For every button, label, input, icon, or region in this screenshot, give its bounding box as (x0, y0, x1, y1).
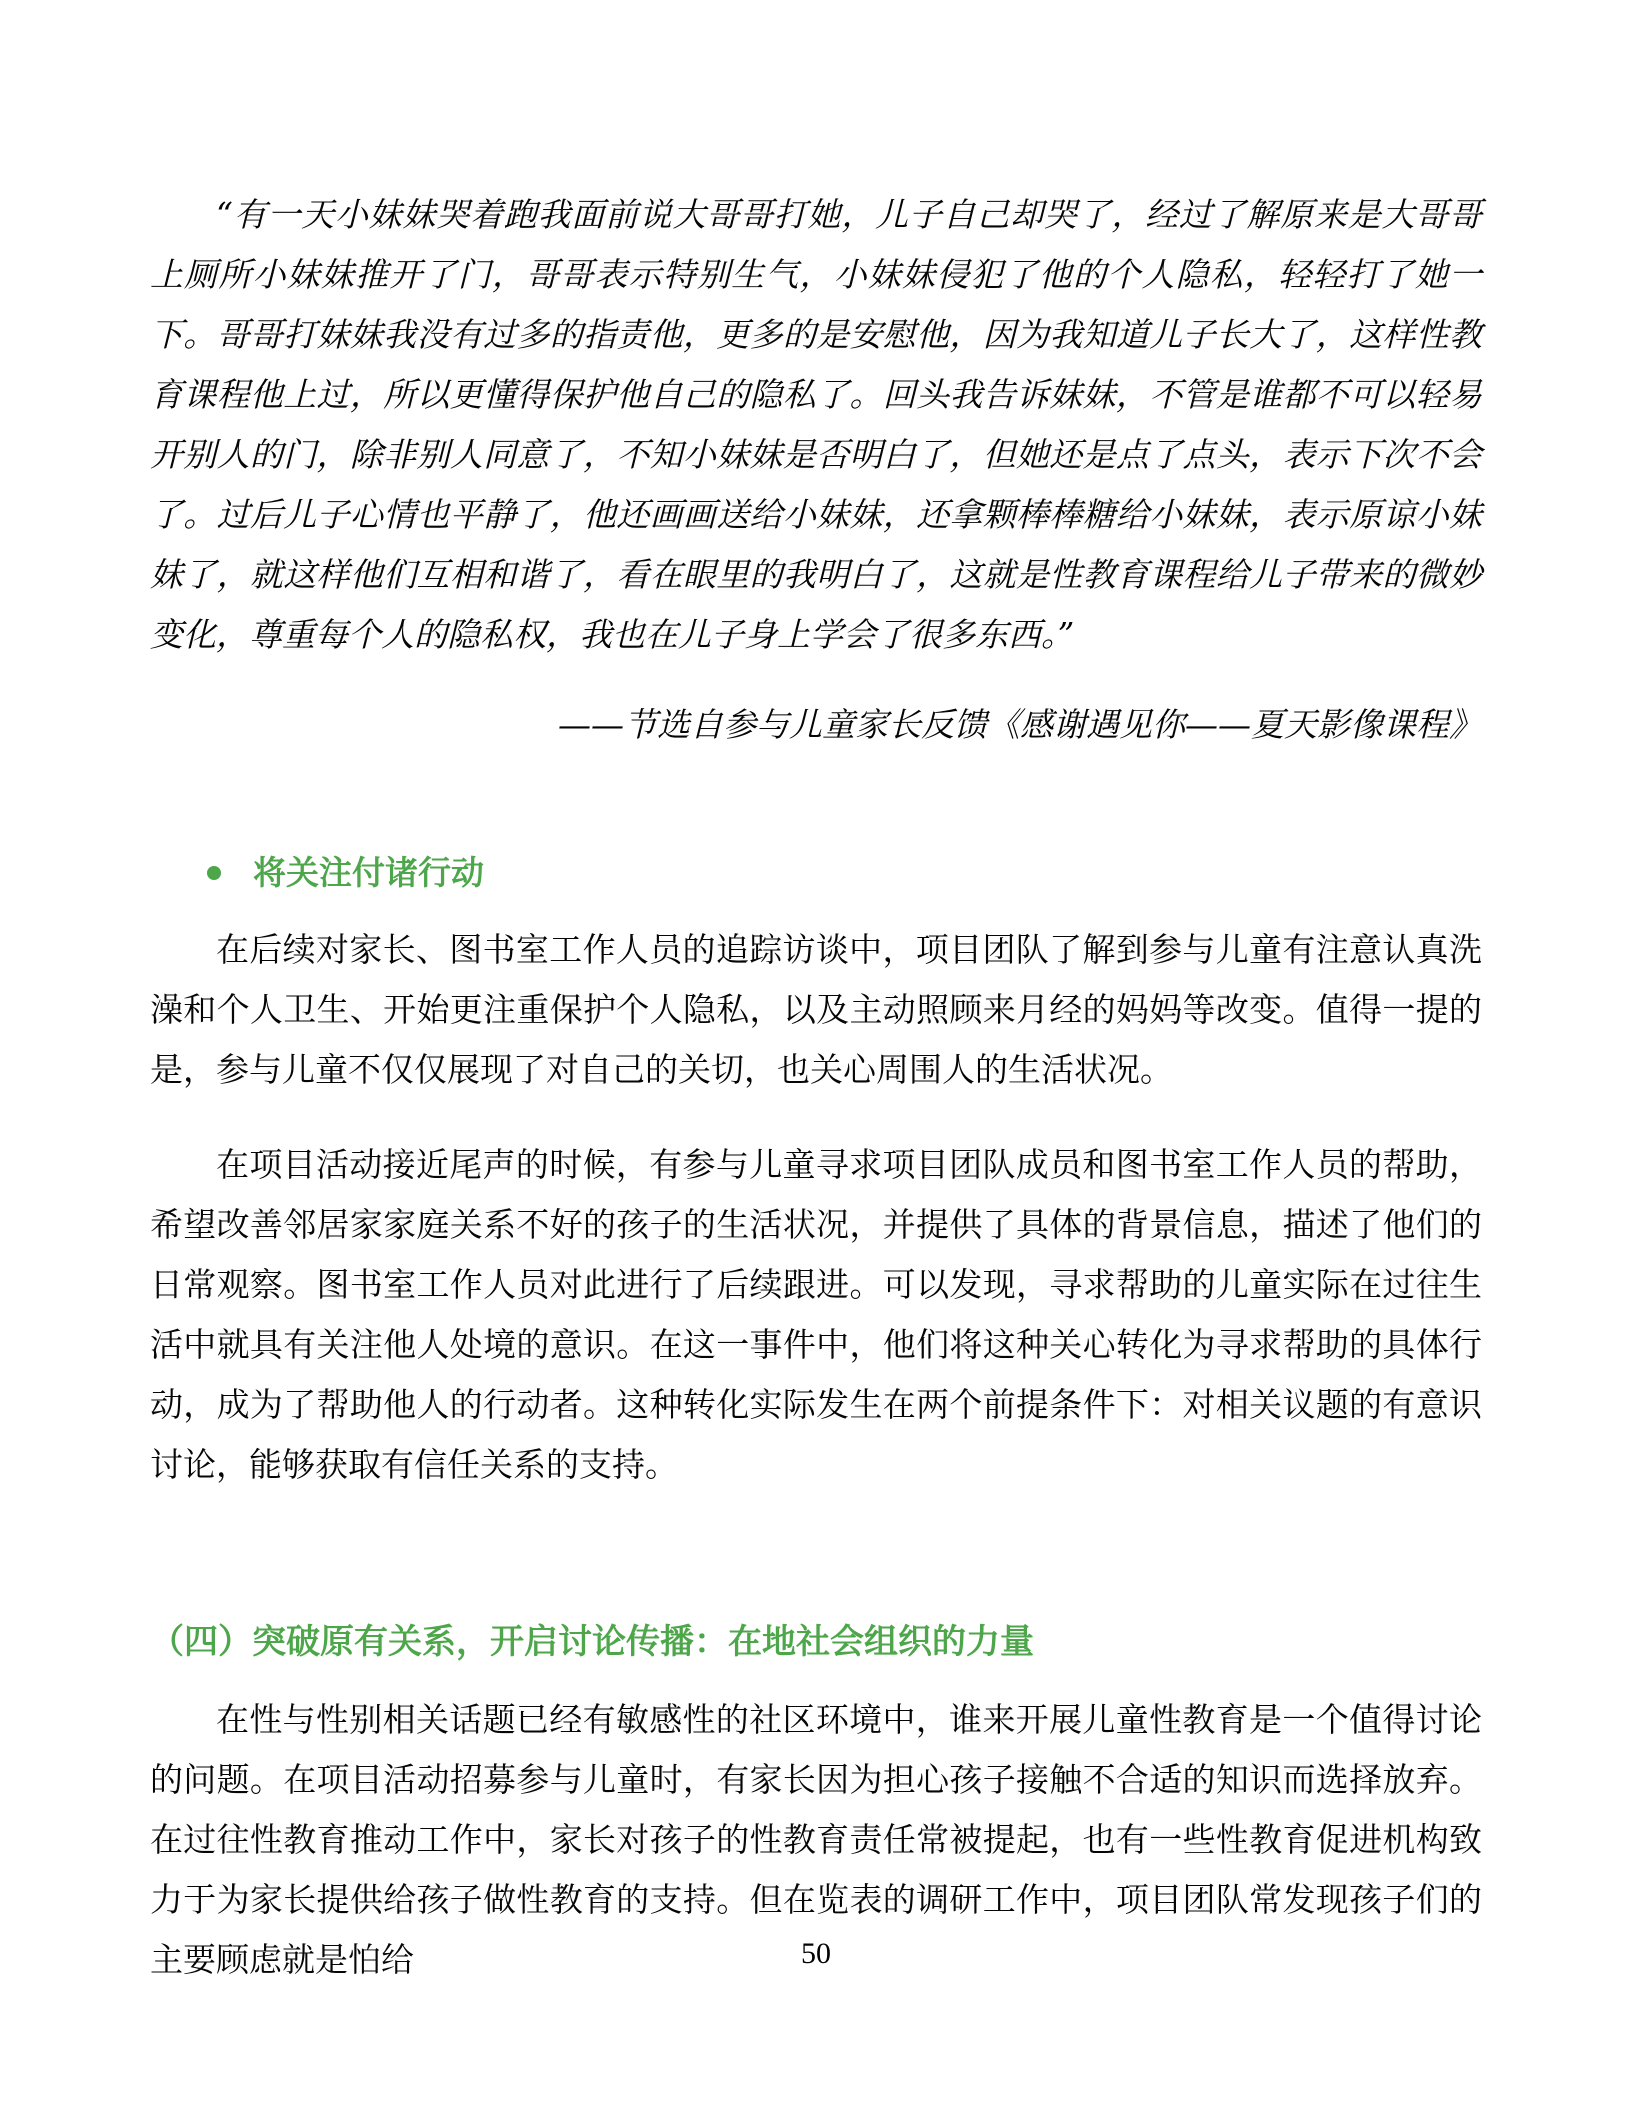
section-heading: （四）突破原有关系，开启讨论传播：在地社会组织的力量 (150, 1623, 1034, 1661)
bullet-icon (207, 866, 221, 880)
bullet-heading-label: 将关注付诸行动 (253, 854, 484, 891)
bullet-heading (207, 850, 1482, 896)
testimonial-quote: “有一天小妹妹哭着跑我面前说大哥哥打她，儿子自己却哭了，经过了解原来是大哥哥上厕所小妹妹推开了门，哥哥表示特别生气，小妹妹侵犯了他的个人隐私，轻轻打了她一下。哥哥打妹妹我没有过多的指责他，更多的是安慰他，因为我知道儿子长大了，这样性教育课程他上过，所以更懂得保护他自己的隐私了。回头我告诉妹妹，不管是谁都不可以轻易开别人的门，除非别人同意了，不知小妹妹是否明白了，但她还是点了点头，表示下次不会了。过后儿子心情也平静了，他还画画送给小妹妹，还拿颗棒棒糖给小妹妹，表示原谅小妹妹了，就这样他们互相和谐了，看在眼里的我明白了，这就是性教育课程给儿子带来的微妙变化，尊重每个人的隐私权，我也在儿子身上学会了很多东西。” (150, 195, 1482, 654)
body-paragraph-1: 在后续对家长、图书室工作人员的追踪访谈中，项目团队了解到参与儿童有注意认真洗澡和个人卫生、开始更注重保护个人隐私，以及主动照顾来月经的妈妈等改变。值得一提的是，参与儿童不仅仅展现了对自己的关切，也关心周围人的生活状况。 (150, 933, 1482, 1089)
quote-attribution: ——节选自参与儿童家长反馈《感谢遇见你——夏天影像课程》 (558, 705, 1482, 744)
body-paragraph-2: 在项目活动接近尾声的时候，有参与儿童寻求项目团队成员和图书室工作人员的帮助，希望改善邻居家家庭关系不好的孩子的生活状况，并提供了具体的背景信息，描述了他们的日常观察。图书室工作人员对此进行了后续跟进。可以发现，寻求帮助的儿童实际在过往生活中就具有关注他人处境的意识。在这一事件中，他们将这种关心转化为寻求帮助的具体行动，成为了帮助他人的行动者。这种转化实际发生在两个前提条件下：对相关议题的有意识讨论，能够获取有信任关系的支持。 (150, 1148, 1482, 1484)
section-paragraph-1: 在性与性别相关话题已经有敏感性的社区环境中，谁来开展儿童性教育是一个值得讨论的问题。在项目活动招募参与儿童时，有家长因为担心孩子接触不合适的知识而选择放弃。在过往性教育推动工作中，家长对孩子的性教育责任常被提起，也有一些性教育促进机构致力于为家长提供给孩子做性教育的支持。但在览表的调研工作中，项目团队常发现孩子们的主要顾虑就是怕给 (150, 1703, 1482, 1979)
page-number: 50 (801, 1937, 831, 1970)
